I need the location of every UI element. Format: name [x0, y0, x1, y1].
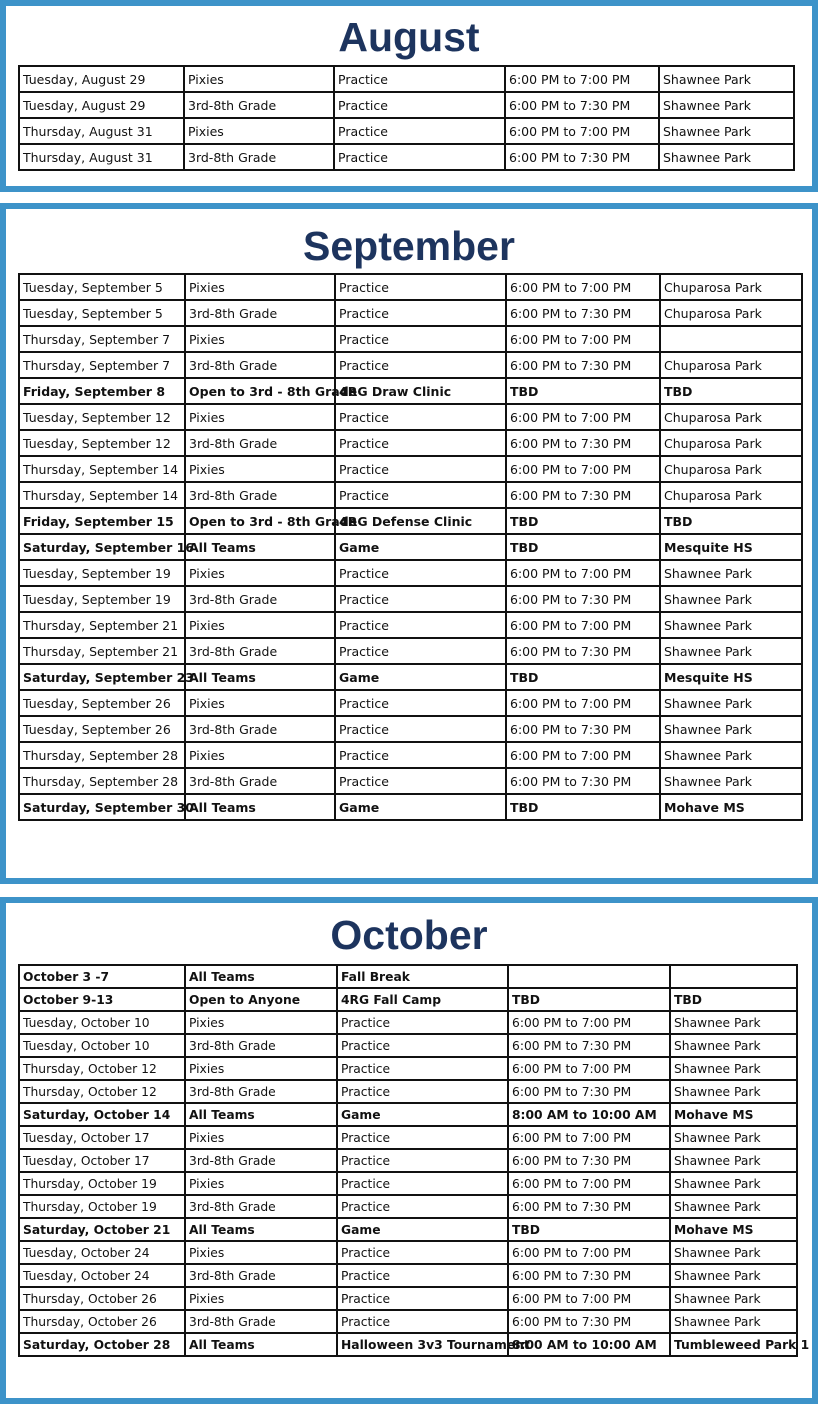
- cell-location: Shawnee Park: [660, 638, 802, 664]
- cell-team: 3rd-8th Grade: [185, 1080, 337, 1103]
- cell-time: 6:00 PM to 7:00 PM: [508, 1287, 670, 1310]
- cell-date: Tuesday, October 24: [19, 1241, 185, 1264]
- cell-date: Tuesday, September 26: [19, 690, 185, 716]
- cell-location: TBD: [670, 988, 797, 1011]
- cell-team: All Teams: [185, 1103, 337, 1126]
- cell-event: Practice: [335, 560, 506, 586]
- schedule-table: [18, 65, 795, 171]
- cell-team: Pixies: [185, 1011, 337, 1034]
- cell-team: 3rd-8th Grade: [185, 768, 335, 794]
- cell-event: Practice: [334, 66, 505, 92]
- cell-time: 6:00 PM to 7:30 PM: [506, 768, 660, 794]
- month-section-august: [0, 0, 818, 192]
- cell-time: TBD: [506, 534, 660, 560]
- cell-team: Pixies: [185, 326, 335, 352]
- cell-time: 6:00 PM to 7:30 PM: [506, 586, 660, 612]
- table-row: [19, 716, 802, 742]
- cell-time: 6:00 PM to 7:30 PM: [508, 1080, 670, 1103]
- table-row: [19, 352, 802, 378]
- cell-team: Pixies: [184, 66, 334, 92]
- cell-event: Practice: [335, 456, 506, 482]
- cell-date: Tuesday, September 19: [19, 586, 185, 612]
- cell-team: Pixies: [185, 456, 335, 482]
- cell-event: Practice: [335, 430, 506, 456]
- cell-event: Practice: [335, 768, 506, 794]
- table-row: [19, 1080, 797, 1103]
- cell-event: Practice: [335, 638, 506, 664]
- cell-event: Practice: [335, 274, 506, 300]
- cell-time: 6:00 PM to 7:30 PM: [506, 482, 660, 508]
- cell-location: Shawnee Park: [670, 1310, 797, 1333]
- cell-location: Chuparosa Park: [660, 404, 802, 430]
- cell-event: Practice: [335, 742, 506, 768]
- cell-team: Pixies: [185, 1287, 337, 1310]
- table-row: [19, 1011, 797, 1034]
- cell-event: Game: [335, 794, 506, 820]
- cell-team: Pixies: [184, 118, 334, 144]
- cell-date: Thursday, September 7: [19, 352, 185, 378]
- cell-team: Pixies: [185, 1241, 337, 1264]
- table-row: [19, 1241, 797, 1264]
- cell-date: October 9-13: [19, 988, 185, 1011]
- table-row: [19, 274, 802, 300]
- cell-time: 6:00 PM to 7:00 PM: [506, 274, 660, 300]
- cell-time: 6:00 PM to 7:30 PM: [506, 430, 660, 456]
- cell-event: 4RG Defense Clinic: [335, 508, 506, 534]
- cell-location: Tumbleweed Park 1: [670, 1333, 797, 1356]
- cell-event: Practice: [334, 92, 505, 118]
- cell-date: October 3 -7: [19, 965, 185, 988]
- cell-location: Mohave MS: [670, 1103, 797, 1126]
- table-row: [19, 690, 802, 716]
- table-row: [19, 1333, 797, 1356]
- cell-date: Thursday, September 14: [19, 482, 185, 508]
- cell-date: Thursday, September 21: [19, 638, 185, 664]
- cell-event: Practice: [337, 1287, 508, 1310]
- month-section-september: [0, 203, 818, 884]
- cell-team: Pixies: [185, 742, 335, 768]
- table-row: [19, 612, 802, 638]
- table-row: [19, 66, 794, 92]
- cell-event: Practice: [335, 404, 506, 430]
- cell-location: Shawnee Park: [660, 560, 802, 586]
- cell-team: Open to Anyone: [185, 988, 337, 1011]
- cell-time: 6:00 PM to 7:00 PM: [508, 1057, 670, 1080]
- cell-team: Pixies: [185, 404, 335, 430]
- cell-event: Practice: [335, 300, 506, 326]
- cell-date: Friday, September 8: [19, 378, 185, 404]
- cell-location: Chuparosa Park: [660, 300, 802, 326]
- cell-team: Pixies: [185, 612, 335, 638]
- cell-team: 3rd-8th Grade: [185, 1310, 337, 1333]
- cell-team: 3rd-8th Grade: [185, 1264, 337, 1287]
- cell-location: Shawnee Park: [670, 1195, 797, 1218]
- cell-time: 6:00 PM to 7:00 PM: [506, 690, 660, 716]
- cell-event: Practice: [334, 118, 505, 144]
- cell-event: Halloween 3v3 Tournament: [337, 1333, 508, 1356]
- cell-date: Saturday, October 28: [19, 1333, 185, 1356]
- cell-location: [660, 326, 802, 352]
- cell-time: 6:00 PM to 7:30 PM: [508, 1310, 670, 1333]
- cell-date: Thursday, August 31: [19, 144, 184, 170]
- cell-date: Thursday, September 28: [19, 742, 185, 768]
- cell-event: Practice: [337, 1057, 508, 1080]
- cell-location: Shawnee Park: [659, 92, 794, 118]
- table-row: [19, 482, 802, 508]
- table-row: [19, 1149, 797, 1172]
- cell-location: Chuparosa Park: [660, 430, 802, 456]
- cell-location: Chuparosa Park: [660, 456, 802, 482]
- cell-time: 6:00 PM to 7:00 PM: [508, 1172, 670, 1195]
- cell-event: Practice: [337, 1126, 508, 1149]
- cell-date: Thursday, September 7: [19, 326, 185, 352]
- table-row: [19, 965, 797, 988]
- cell-location: TBD: [660, 378, 802, 404]
- cell-time: 6:00 PM to 7:00 PM: [506, 404, 660, 430]
- cell-date: Thursday, October 12: [19, 1057, 185, 1080]
- cell-event: 4RG Fall Camp: [337, 988, 508, 1011]
- schedule-table: [18, 273, 803, 821]
- cell-event: Practice: [337, 1149, 508, 1172]
- cell-team: 3rd-8th Grade: [185, 1195, 337, 1218]
- cell-event: Fall Break: [337, 965, 508, 988]
- cell-team: All Teams: [185, 664, 335, 690]
- cell-date: Thursday, October 26: [19, 1310, 185, 1333]
- table-row: [19, 586, 802, 612]
- cell-time: 6:00 PM to 7:30 PM: [505, 92, 659, 118]
- cell-event: Practice: [337, 1034, 508, 1057]
- cell-date: Friday, September 15: [19, 508, 185, 534]
- cell-location: Shawnee Park: [660, 716, 802, 742]
- cell-location: Shawnee Park: [660, 768, 802, 794]
- cell-location: Mesquite HS: [660, 664, 802, 690]
- cell-time: 6:00 PM to 7:30 PM: [508, 1149, 670, 1172]
- table-row: [19, 988, 797, 1011]
- cell-team: Pixies: [185, 690, 335, 716]
- cell-location: Shawnee Park: [670, 1126, 797, 1149]
- cell-event: Practice: [337, 1172, 508, 1195]
- table-row: [19, 742, 802, 768]
- cell-event: Game: [337, 1218, 508, 1241]
- cell-time: 6:00 PM to 7:30 PM: [508, 1195, 670, 1218]
- cell-event: Practice: [335, 482, 506, 508]
- cell-time: 6:00 PM to 7:00 PM: [506, 326, 660, 352]
- cell-location: Shawnee Park: [670, 1080, 797, 1103]
- cell-team: 3rd-8th Grade: [184, 144, 334, 170]
- cell-team: Pixies: [185, 1126, 337, 1149]
- cell-time: TBD: [506, 664, 660, 690]
- cell-date: Tuesday, October 10: [19, 1011, 185, 1034]
- cell-time: 6:00 PM to 7:30 PM: [508, 1034, 670, 1057]
- cell-time: TBD: [506, 794, 660, 820]
- cell-time: TBD: [506, 508, 660, 534]
- cell-location: Shawnee Park: [670, 1264, 797, 1287]
- table-row: [19, 1310, 797, 1333]
- cell-event: Practice: [335, 612, 506, 638]
- cell-time: 6:00 PM to 7:30 PM: [506, 716, 660, 742]
- cell-time: 6:00 PM to 7:00 PM: [506, 612, 660, 638]
- cell-team: All Teams: [185, 794, 335, 820]
- month-title: October: [330, 912, 488, 958]
- table-row: [19, 430, 802, 456]
- cell-time: 6:00 PM to 7:00 PM: [506, 456, 660, 482]
- cell-date: Thursday, September 21: [19, 612, 185, 638]
- table-row: [19, 456, 802, 482]
- table-row: [19, 1057, 797, 1080]
- cell-event: Practice: [337, 1241, 508, 1264]
- table-row: [19, 300, 802, 326]
- cell-team: 3rd-8th Grade: [185, 1149, 337, 1172]
- cell-date: Thursday, October 12: [19, 1080, 185, 1103]
- cell-location: Mohave MS: [670, 1218, 797, 1241]
- cell-event: 4RG Draw Clinic: [335, 378, 506, 404]
- cell-time: TBD: [508, 1218, 670, 1241]
- table-row: [19, 404, 802, 430]
- cell-location: Chuparosa Park: [660, 274, 802, 300]
- table-row: [19, 1126, 797, 1149]
- cell-event: Practice: [337, 1011, 508, 1034]
- cell-location: Chuparosa Park: [660, 482, 802, 508]
- cell-date: Saturday, September 23: [19, 664, 185, 690]
- cell-date: Tuesday, October 17: [19, 1149, 185, 1172]
- table-row: [19, 534, 802, 560]
- cell-event: Practice: [334, 144, 505, 170]
- cell-team: 3rd-8th Grade: [185, 300, 335, 326]
- cell-location: Shawnee Park: [670, 1287, 797, 1310]
- cell-time: TBD: [508, 988, 670, 1011]
- cell-date: Saturday, October 14: [19, 1103, 185, 1126]
- cell-time: TBD: [506, 378, 660, 404]
- cell-event: Practice: [335, 690, 506, 716]
- cell-date: Thursday, October 19: [19, 1172, 185, 1195]
- table-row: [19, 638, 802, 664]
- cell-location: Shawnee Park: [670, 1034, 797, 1057]
- cell-location: Shawnee Park: [660, 690, 802, 716]
- table-row: [19, 92, 794, 118]
- cell-time: 6:00 PM to 7:30 PM: [508, 1264, 670, 1287]
- table-row: [19, 1195, 797, 1218]
- cell-time: 6:00 PM to 7:30 PM: [506, 352, 660, 378]
- cell-location: Mesquite HS: [660, 534, 802, 560]
- cell-event: Practice: [335, 352, 506, 378]
- cell-time: 6:00 PM to 7:00 PM: [508, 1126, 670, 1149]
- cell-event: Practice: [337, 1264, 508, 1287]
- cell-team: All Teams: [185, 534, 335, 560]
- cell-location: TBD: [660, 508, 802, 534]
- cell-time: 6:00 PM to 7:00 PM: [508, 1241, 670, 1264]
- cell-location: [670, 965, 797, 988]
- cell-date: Saturday, September 30: [19, 794, 185, 820]
- cell-time: 6:00 PM to 7:00 PM: [508, 1011, 670, 1034]
- cell-date: Tuesday, August 29: [19, 92, 184, 118]
- cell-team: Pixies: [185, 560, 335, 586]
- cell-team: 3rd-8th Grade: [185, 430, 335, 456]
- month-title: August: [338, 14, 480, 60]
- cell-team: Open to 3rd - 8th Grade: [185, 508, 335, 534]
- cell-date: Thursday, October 19: [19, 1195, 185, 1218]
- cell-team: Pixies: [185, 1172, 337, 1195]
- table-row: [19, 326, 802, 352]
- cell-date: Tuesday, September 12: [19, 430, 185, 456]
- table-row: [19, 118, 794, 144]
- table-row: [19, 1172, 797, 1195]
- cell-team: Pixies: [185, 1057, 337, 1080]
- cell-team: 3rd-8th Grade: [185, 482, 335, 508]
- schedule-table: [18, 964, 810, 1357]
- cell-date: Tuesday, October 24: [19, 1264, 185, 1287]
- cell-location: Shawnee Park: [670, 1149, 797, 1172]
- table-row: [19, 1218, 797, 1241]
- table-row: [19, 794, 802, 820]
- cell-event: Game: [337, 1103, 508, 1126]
- cell-date: Tuesday, September 19: [19, 560, 185, 586]
- cell-location: Shawnee Park: [660, 612, 802, 638]
- cell-location: Shawnee Park: [660, 586, 802, 612]
- cell-team: All Teams: [185, 1333, 337, 1356]
- cell-event: Game: [335, 664, 506, 690]
- cell-team: All Teams: [185, 965, 337, 988]
- cell-date: Saturday, September 16: [19, 534, 185, 560]
- cell-date: Tuesday, September 5: [19, 274, 185, 300]
- table-row: [19, 664, 802, 690]
- cell-date: Tuesday, October 10: [19, 1034, 185, 1057]
- cell-team: 3rd-8th Grade: [185, 638, 335, 664]
- cell-date: Tuesday, September 12: [19, 404, 185, 430]
- cell-event: Practice: [337, 1080, 508, 1103]
- cell-team: All Teams: [185, 1218, 337, 1241]
- month-section-october: [0, 897, 818, 1404]
- cell-date: Saturday, October 21: [19, 1218, 185, 1241]
- cell-location: Shawnee Park: [670, 1011, 797, 1034]
- cell-team: 3rd-8th Grade: [185, 586, 335, 612]
- cell-location: Shawnee Park: [659, 118, 794, 144]
- cell-time: 6:00 PM to 7:00 PM: [506, 560, 660, 586]
- month-title: September: [303, 223, 515, 269]
- cell-event: Practice: [335, 326, 506, 352]
- cell-location: Mohave MS: [660, 794, 802, 820]
- cell-location: Shawnee Park: [670, 1241, 797, 1264]
- cell-date: Tuesday, October 17: [19, 1126, 185, 1149]
- table-row: [19, 560, 802, 586]
- cell-team: 3rd-8th Grade: [184, 92, 334, 118]
- cell-team: Pixies: [185, 274, 335, 300]
- cell-location: Shawnee Park: [659, 66, 794, 92]
- cell-team: 3rd-8th Grade: [185, 716, 335, 742]
- table-row: [19, 1034, 797, 1057]
- cell-date: Tuesday, August 29: [19, 66, 184, 92]
- cell-team: Open to 3rd - 8th Grade: [185, 378, 335, 404]
- cell-date: Thursday, September 28: [19, 768, 185, 794]
- cell-location: Shawnee Park: [660, 742, 802, 768]
- cell-event: Practice: [335, 716, 506, 742]
- cell-event: Game: [335, 534, 506, 560]
- cell-time: [508, 965, 670, 988]
- cell-time: 6:00 PM to 7:30 PM: [506, 300, 660, 326]
- cell-date: Tuesday, September 5: [19, 300, 185, 326]
- cell-team: 3rd-8th Grade: [185, 352, 335, 378]
- table-row: [19, 768, 802, 794]
- cell-time: 6:00 PM to 7:00 PM: [506, 742, 660, 768]
- cell-date: Thursday, August 31: [19, 118, 184, 144]
- cell-time: 6:00 PM to 7:00 PM: [505, 118, 659, 144]
- cell-event: Practice: [337, 1310, 508, 1333]
- table-row: [19, 1264, 797, 1287]
- cell-time: 6:00 PM to 7:30 PM: [505, 144, 659, 170]
- cell-location: Shawnee Park: [670, 1172, 797, 1195]
- table-row: [19, 1103, 797, 1126]
- table-row: [19, 144, 794, 170]
- cell-date: Tuesday, September 26: [19, 716, 185, 742]
- table-row: [19, 1287, 797, 1310]
- cell-time: 6:00 PM to 7:30 PM: [506, 638, 660, 664]
- cell-location: Shawnee Park: [659, 144, 794, 170]
- cell-location: Chuparosa Park: [660, 352, 802, 378]
- cell-team: 3rd-8th Grade: [185, 1034, 337, 1057]
- cell-event: Practice: [335, 586, 506, 612]
- cell-location: Shawnee Park: [670, 1057, 797, 1080]
- cell-time: 8:00 AM to 10:00 AM: [508, 1103, 670, 1126]
- table-row: [19, 508, 802, 534]
- cell-date: Thursday, September 14: [19, 456, 185, 482]
- cell-event: Practice: [337, 1195, 508, 1218]
- cell-time: 8:00 AM to 10:00 AM: [508, 1333, 670, 1356]
- cell-date: Thursday, October 26: [19, 1287, 185, 1310]
- cell-time: 6:00 PM to 7:00 PM: [505, 66, 659, 92]
- table-row: [19, 378, 802, 404]
